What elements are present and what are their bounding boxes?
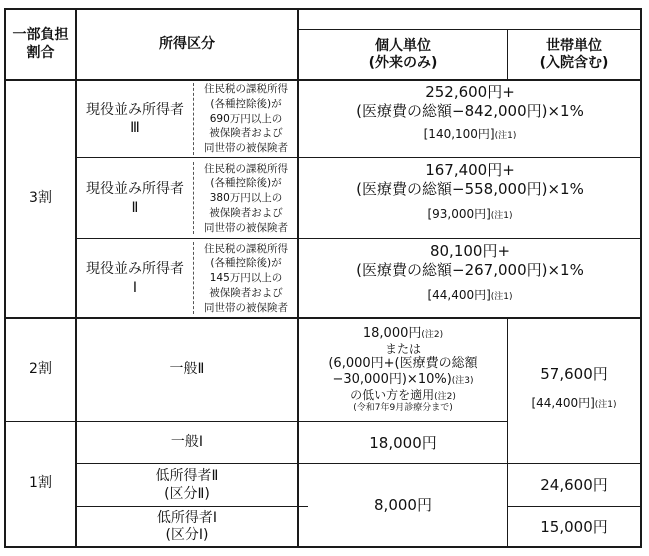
header-income-category: 所得区分 (159, 35, 215, 52)
low1-name: 低所得者Ⅰ (区分Ⅰ) (156, 509, 218, 543)
header-individual: 個人単位 (外来のみ) (368, 37, 438, 71)
general2-name: 一般Ⅱ (169, 361, 205, 378)
low1-household: 15,000円 (540, 517, 608, 536)
tier2-cap: [93,000円](注1) (427, 206, 513, 221)
tier2-name: 現役並み所得者 Ⅱ (86, 181, 184, 216)
row-line-low1-house (508, 506, 641, 507)
low2-name: 低所得者Ⅱ (区分Ⅱ) (155, 468, 219, 502)
general1-individual: 18,000円 (369, 433, 437, 452)
tier2-formula: 167,400円+ (医療費の総額−558,000円)×1% [93,000円](注1) (356, 161, 584, 221)
low-individual: 8,000円 (374, 496, 432, 515)
tier2-condition: 住民税の課税所得 (各種控除後)が 380万円以上の 被保険者および 同世帯の被保険者 (204, 162, 288, 234)
row-line-tier2 (76, 157, 641, 158)
tier1-cap: [44,400円](注1) (427, 287, 513, 302)
tier1-condition: 住民税の課税所得 (各種控除後)が 145万円以上の 被保険者および 同世帯の被保険者 (204, 242, 288, 314)
row-line-tier1 (76, 238, 641, 239)
header-sub-line (298, 29, 641, 30)
row-line-ratio1 (4, 421, 508, 422)
header-ratio (6, 10, 75, 79)
header-ratio-line2: 割合 (26, 44, 55, 61)
general-household: 57,600円 [44,400円](注1) (531, 365, 617, 410)
general1-name: 一般Ⅰ (170, 434, 204, 451)
general2-individual: 18,000円(注2) または (6,000円+(医療費の総額 −30,000円)×10%)(注3) の低い方を適用(注2) (令和7年9月診療分まで) (328, 325, 478, 414)
dash-tier2 (193, 162, 194, 234)
ratio-2-label: 2割 (29, 361, 52, 378)
dash-tier3 (193, 83, 194, 155)
header-ratio-line1: 一部負担 (12, 27, 69, 43)
header-household: 世帯単位 (入院含む) (539, 37, 609, 71)
low2-household: 24,600円 (540, 476, 608, 495)
ratio-3-label: 3割 (29, 190, 52, 207)
tier1-name: 現役並み所得者 Ⅰ (86, 261, 184, 296)
dash-tier1 (193, 242, 194, 314)
row-line-low2 (76, 463, 641, 464)
ratio-1-label: 1割 (29, 475, 52, 492)
tier3-name: 現役並み所得者 Ⅲ (86, 101, 184, 136)
tier3-cap: [140,100円](注1) (423, 126, 517, 141)
table-border-bottom (4, 546, 642, 548)
tier1-formula: 80,100円+ (医療費の総額−267,000円)×1% [44,400円](注1) (356, 242, 584, 302)
tier3-condition: 住民税の課税所得 (各種控除後)が 690万円以上の 被保険者および 同世帯の被保険者 (204, 83, 288, 155)
tier3-formula: 252,600円+ (医療費の総額−842,000円)×1% [140,100円](注1) (356, 83, 584, 141)
row-line-low1-cat (76, 506, 308, 507)
